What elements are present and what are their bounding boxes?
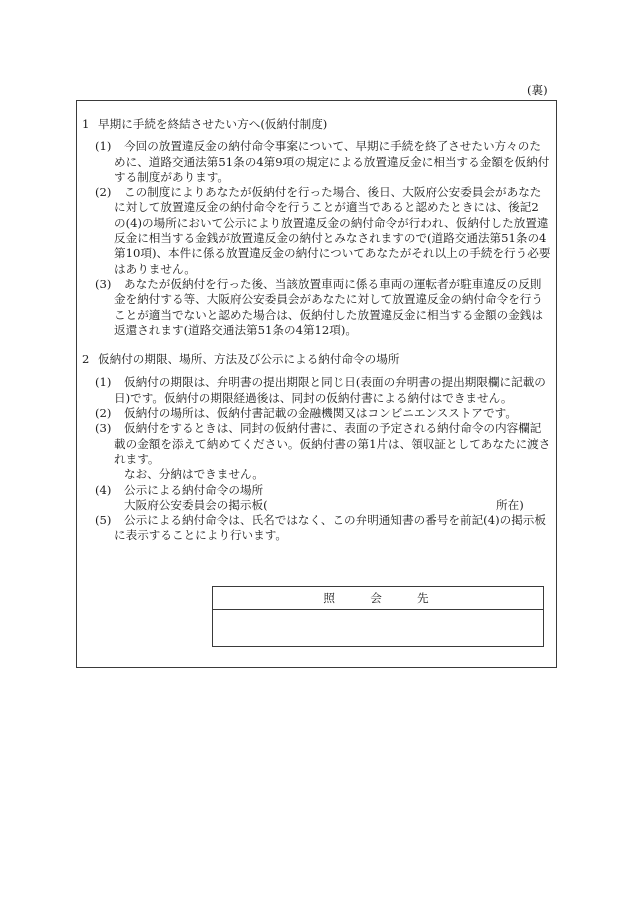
section-2-number: 2 — [82, 352, 90, 367]
item-number: (2) — [95, 406, 112, 421]
bulletin-board-prefix: 大阪府公安委員会の掲示板( — [124, 497, 268, 512]
section-1-title: 早期に手続を終結させたい方へ(仮納付制度) — [98, 117, 328, 131]
inquiry-box-body — [213, 610, 543, 646]
bulletin-board-location — [114, 498, 554, 513]
item-line: はありません。 — [114, 261, 196, 276]
item-number: (1) — [95, 375, 112, 390]
inquiry-box — [212, 586, 544, 647]
inquiry-box-header: 照 会 先 — [213, 587, 543, 610]
item-line: 第10項)、本件に係る放置違反金の納付についてあなたがそれ以上の手続を行う必要 — [114, 246, 551, 261]
item-line: れます。 — [114, 451, 160, 466]
item-number: (3) — [95, 276, 112, 291]
item-line: 仮納付の場所は、仮納付書記載の金融機関又はコンビニエンスストアです。 — [124, 406, 517, 421]
section-2-item-4 — [95, 482, 554, 514]
notice-box — [76, 100, 557, 668]
section-2-title: 仮納付の期限、場所、方法及び公示による納付命令の場所 — [98, 352, 400, 367]
item-number: (1) — [95, 139, 112, 154]
item-line: ことが適当でないと認めた場合は、仮納付した放置違反金に相当する金額の金銭は — [114, 307, 543, 322]
item-number: (2) — [95, 185, 112, 200]
section-2-heading — [77, 352, 556, 367]
item-number: (5) — [95, 513, 112, 528]
bulletin-board-suffix: 所在) — [496, 497, 524, 512]
item-line: 仮納付の期限は、弁明書の提出期限と同じ日(表面の弁明書の提出期限欄に記載の — [124, 375, 546, 390]
item-number: (3) — [95, 421, 112, 436]
item-line: 返還されます(道路交通法第51条の4第12項)。 — [114, 322, 358, 337]
installment-note: なお、分納はできません。 — [124, 467, 264, 482]
section-2-item-2 — [95, 406, 554, 421]
section-1-item-1 — [95, 139, 554, 185]
section-2-item-1 — [95, 375, 554, 406]
item-line: 日)です。仮納付の期限経過後は、同封の仮納付書による納付はできません。 — [114, 390, 513, 405]
item-line: に表示することにより行います。 — [114, 528, 287, 543]
item-line: 反金に相当する金銭が放置違反金の納付とみなされますので(道路交通法第51条の4 — [114, 231, 547, 246]
section-2-item-5 — [95, 513, 554, 544]
section-1-number: 1 — [82, 117, 90, 131]
section-1-item-3 — [95, 276, 554, 338]
section-1-item-2 — [95, 185, 554, 277]
item-line: に対して放置違反金の納付命令を行うことが適当であると認めたときには、後記2 — [114, 200, 539, 215]
section-2-item-3 — [95, 421, 554, 482]
item-line: する制度があります。 — [114, 169, 230, 184]
item-line: 公示による納付命令は、氏名ではなく、この弁明通知書の番号を前記(4)の掲示板 — [124, 513, 546, 528]
item-line: 金を納付する等、大阪府公安委員会があなたに対して放置違反金の納付命令を行う — [114, 292, 543, 307]
item-line: 載の金額を添えて納めてください。仮納付書の第1片は、領収証としてあなたに渡さ — [114, 436, 551, 451]
item-line: 今回の放置違反金の納付命令事案について、早期に手続を終了させたい方々のた — [124, 139, 541, 154]
section-1-heading — [77, 117, 556, 132]
item-line: めに、道路交通法第51条の4第9項の規定による放置違反金に相当する金額を仮納付 — [114, 154, 550, 169]
page-side-label: (裏) — [527, 83, 548, 97]
item-line: の(4)の場所において公示により放置違反金の納付命令が行われ、仮納付した放置違 — [114, 215, 549, 230]
item-line: あなたが仮納付を行った後、当該放置車両に係る車両の運転者が駐車違反の反則 — [124, 276, 542, 291]
item-line: この制度によりあなたが仮納付を行った場合、後日、大阪府公安委員会があなた — [124, 185, 542, 200]
item-number: (4) — [95, 482, 112, 497]
item-line: 仮納付をするときは、同封の仮納付書に、表面の予定される納付命令の内容欄記 — [124, 421, 542, 436]
item-line: 公示による納付命令の場所 — [124, 482, 264, 497]
